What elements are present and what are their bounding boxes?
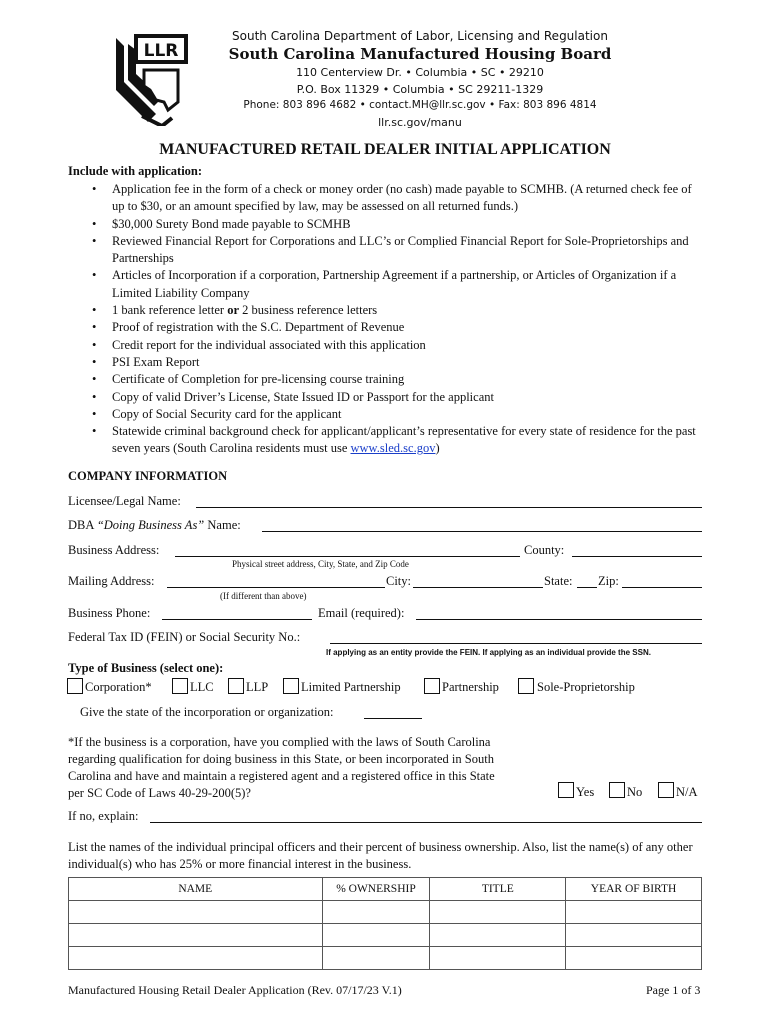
partnership-checkbox[interactable] xyxy=(424,678,440,694)
corporation-checkbox[interactable] xyxy=(67,678,83,694)
llp-checkbox[interactable] xyxy=(228,678,244,694)
bank-ref-b: 2 business reference letters xyxy=(239,303,378,318)
website-line: llr.sc.gov/manu xyxy=(378,116,462,129)
background-check-text: Statewide criminal background check for applicant/applicant’s representative for every state of residence for the past seven years (South Carolina residents must use xyxy=(112,424,696,456)
sole-proprietorship-checkbox[interactable] xyxy=(518,678,534,694)
state-label: State: xyxy=(544,574,573,588)
tax-id-note: If applying as an entity provide the FEIN. If applying as an individual provide the SSN. xyxy=(326,648,651,657)
table-row xyxy=(69,947,702,970)
list-item: • $30,000 Surety Bond made payable to SCMHB xyxy=(92,216,702,233)
mailing-address-label: Mailing Address: xyxy=(68,574,155,588)
business-type-heading: Type of Business (select one): xyxy=(68,661,224,675)
bank-ref-or: or xyxy=(227,303,240,318)
background-check-end: ) xyxy=(435,441,440,456)
na-checkbox[interactable] xyxy=(658,782,674,798)
name-cell[interactable] xyxy=(69,947,323,970)
column-header-ownership: % OWNERSHIP xyxy=(322,878,430,901)
physical-address-note: Physical street address, City, State, and Zip Code xyxy=(232,559,409,569)
explain-label: If no, explain: xyxy=(68,809,139,823)
state-of-incorporation-field[interactable] xyxy=(364,718,422,719)
dba-field[interactable] xyxy=(262,531,702,532)
ownership-cell[interactable] xyxy=(322,924,430,947)
year-of-birth-cell[interactable] xyxy=(566,947,702,970)
licensee-label: Licensee/Legal Name: xyxy=(68,494,181,508)
partnership-label: Partnership xyxy=(442,680,499,694)
na-label: N/A xyxy=(676,785,698,799)
business-phone-field[interactable] xyxy=(162,619,312,620)
county-field[interactable] xyxy=(572,556,702,557)
zip-field[interactable] xyxy=(622,587,702,588)
county-label: County: xyxy=(524,543,565,557)
column-header-year-of-birth: YEAR OF BIRTH xyxy=(566,878,702,901)
dba-label: DBA “Doing Business As” Name: xyxy=(68,518,241,532)
officers-table xyxy=(68,877,702,970)
yes-label: Yes xyxy=(576,785,595,799)
bank-ref-a: 1 bank reference letter xyxy=(112,303,228,318)
list-item: • Proof of registration with the S.C. Department of Revenue xyxy=(92,319,702,336)
title-cell[interactable] xyxy=(430,924,566,947)
list-item: • Copy of Social Security card for the applicant xyxy=(92,406,702,423)
name-cell[interactable] xyxy=(69,924,323,947)
list-item: • PSI Exam Report xyxy=(92,354,702,371)
email-field[interactable] xyxy=(416,619,702,620)
limited-partnership-label: Limited Partnership xyxy=(301,680,401,694)
year-of-birth-cell[interactable] xyxy=(566,924,702,947)
table-row xyxy=(69,924,702,947)
city-field[interactable] xyxy=(413,587,543,588)
llp-label: LLP xyxy=(246,680,269,694)
list-item: • Copy of valid Driver’s License, State Issued ID or Passport for the applicant xyxy=(92,389,702,406)
corporation-label: Corporation* xyxy=(85,680,152,694)
company-heading: COMPANY INFORMATION xyxy=(68,469,228,483)
address-line-1: 110 Centerview Dr. • Columbia • SC • 29210 xyxy=(296,66,544,79)
include-heading: Include with application: xyxy=(68,164,203,178)
column-header-title: TITLE xyxy=(430,878,566,901)
board-name: South Carolina Manufactured Housing Board xyxy=(228,45,612,63)
state-field[interactable] xyxy=(577,587,597,588)
list-item: • Articles of Incorporation if a corporation, Partnership Agreement if a partnership, or Articles of Organization if a Limited Liability Company xyxy=(92,267,702,302)
list-item: • Reviewed Financial Report for Corporations and LLC’s or Complied Financial Report for Sole-Proprietorships and Partnerships xyxy=(92,233,702,268)
yes-checkbox[interactable] xyxy=(558,782,574,798)
title-cell[interactable] xyxy=(430,947,566,970)
logo-text: LLR xyxy=(143,41,179,61)
list-item xyxy=(92,302,702,319)
department-name: South Carolina Department of Labor, Licensing and Regulation xyxy=(232,29,608,43)
list-item xyxy=(92,423,702,458)
name-cell[interactable] xyxy=(69,901,323,924)
explain-field[interactable] xyxy=(150,822,702,823)
mailing-note: (If different than above) xyxy=(220,591,307,601)
corp-question-line: *If the business is a corporation, have you complied with the laws of South Carolina xyxy=(68,735,491,749)
business-address-field[interactable] xyxy=(175,556,520,557)
tax-id-field[interactable] xyxy=(330,643,702,644)
no-checkbox[interactable] xyxy=(609,782,625,798)
ownership-cell[interactable] xyxy=(322,947,430,970)
title-cell[interactable] xyxy=(430,901,566,924)
footer-revision: Manufactured Housing Retail Dealer Application (Rev. 07/17/23 V.1) xyxy=(68,983,402,997)
no-label: No xyxy=(627,785,643,799)
ownership-cell[interactable] xyxy=(322,901,430,924)
corp-question-line: per SC Code of Laws 40-29-200(5)? xyxy=(68,786,251,800)
corp-question-line: regarding qualification for doing business in this State, or been incorporated in South xyxy=(68,752,494,766)
zip-label: Zip: xyxy=(598,574,619,588)
mailing-address-field[interactable] xyxy=(167,587,385,588)
limited-partnership-checkbox[interactable] xyxy=(283,678,299,694)
officers-intro: List the names of the individual principal officers and their percent of business ownership. Also, list the name(s) of any other individual(s) who has 25% or more financial interest in the business. xyxy=(68,840,693,871)
list-item: • Certificate of Completion for pre-licensing course training xyxy=(92,371,702,388)
corp-question-line: Carolina and have and maintain a registered agent and a registered office in this State xyxy=(68,769,495,783)
footer-page-number: Page 1 of 3 xyxy=(646,983,701,997)
email-label: Email (required): xyxy=(318,606,405,620)
contact-line: Phone: 803 896 4682 • contact.MH@llr.sc.gov • Fax: 803 896 4814 xyxy=(243,99,597,111)
list-item: • Credit report for the individual associated with this application xyxy=(92,337,702,354)
year-of-birth-cell[interactable] xyxy=(566,901,702,924)
page-title: MANUFACTURED RETAIL DEALER INITIAL APPLICATION xyxy=(159,141,611,158)
requirements-list xyxy=(92,181,702,458)
address-line-2: P.O. Box 11329 • Columbia • SC 29211-1329 xyxy=(296,83,544,96)
tax-id-label: Federal Tax ID (FEIN) or Social Security No.: xyxy=(68,630,301,644)
state-of-incorporation-label: Give the state of the incorporation or organization: xyxy=(80,705,334,719)
llc-checkbox[interactable] xyxy=(172,678,188,694)
list-item: • Application fee in the form of a check or money order (no cash) made payable to SCMHB. (A returned check fee of up to $30, or an amount specified by law, may be assessed on all returned funds.) xyxy=(92,181,702,216)
column-header-name: NAME xyxy=(69,878,323,901)
business-phone-label: Business Phone: xyxy=(68,606,151,620)
business-address-label: Business Address: xyxy=(68,543,160,557)
city-label: City: xyxy=(386,574,412,588)
sole-proprietorship-label: Sole-Proprietorship xyxy=(537,680,635,694)
sled-link[interactable]: www.sled.sc.gov xyxy=(350,441,436,456)
llc-label: LLC xyxy=(190,680,214,694)
table-row xyxy=(69,901,702,924)
licensee-field[interactable] xyxy=(196,507,702,508)
